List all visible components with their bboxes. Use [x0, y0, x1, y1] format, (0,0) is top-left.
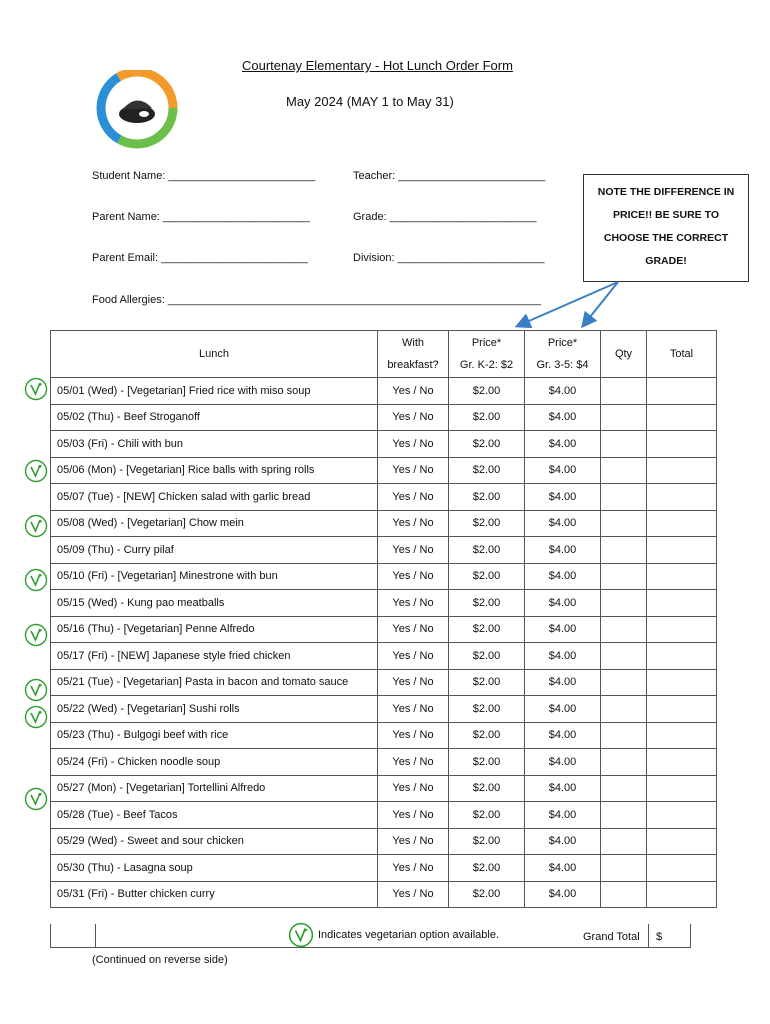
- price-k2-cell: $2.00: [449, 696, 525, 723]
- price-35-cell: $4.00: [525, 881, 601, 908]
- qty-cell[interactable]: [601, 643, 647, 670]
- table-row: [51, 616, 717, 643]
- qty-cell[interactable]: [601, 510, 647, 537]
- breakfast-cell[interactable]: Yes / No: [378, 590, 449, 617]
- col-lunch: Lunch: [51, 331, 378, 378]
- table-row: [51, 881, 717, 908]
- lunch-cell: 05/09 (Thu) - Curry pilaf: [51, 537, 378, 564]
- form-title: Courtenay Elementary - Hot Lunch Order Form: [242, 58, 513, 73]
- table-row: [51, 484, 717, 511]
- price-35-cell: $4.00: [525, 643, 601, 670]
- table-row: [51, 802, 717, 829]
- price-k2-cell: $2.00: [449, 881, 525, 908]
- teacher-field[interactable]: Teacher: ________________________: [353, 170, 546, 182]
- grand-total-value[interactable]: $: [656, 931, 663, 943]
- price-35-cell: $4.00: [525, 563, 601, 590]
- table-row: [51, 510, 717, 537]
- breakfast-cell[interactable]: Yes / No: [378, 722, 449, 749]
- qty-cell[interactable]: [601, 431, 647, 458]
- price-k2-cell: $2.00: [449, 749, 525, 776]
- food-allergies-field[interactable]: Food Allergies: _____________________________________________________________: [92, 294, 541, 306]
- price-35-cell: $4.00: [525, 378, 601, 405]
- vegetarian-icon: [24, 377, 48, 401]
- price-k2-cell: $2.00: [449, 802, 525, 829]
- table-row: [51, 590, 717, 617]
- qty-cell[interactable]: [601, 457, 647, 484]
- total-cell[interactable]: [647, 643, 717, 670]
- total-cell[interactable]: [647, 484, 717, 511]
- vegetarian-icon: [24, 705, 48, 729]
- total-cell[interactable]: [647, 457, 717, 484]
- breakfast-cell[interactable]: Yes / No: [378, 643, 449, 670]
- breakfast-cell[interactable]: Yes / No: [378, 828, 449, 855]
- table-row: [51, 828, 717, 855]
- breakfast-cell[interactable]: Yes / No: [378, 563, 449, 590]
- qty-cell[interactable]: [601, 590, 647, 617]
- price-k2-cell: $2.00: [449, 643, 525, 670]
- lunch-cell: 05/02 (Thu) - Beef Stroganoff: [51, 404, 378, 431]
- table-row: [51, 431, 717, 458]
- qty-cell[interactable]: [601, 881, 647, 908]
- total-cell[interactable]: [647, 537, 717, 564]
- total-cell[interactable]: [647, 802, 717, 829]
- breakfast-cell[interactable]: Yes / No: [378, 378, 449, 405]
- lunch-cell: 05/16 (Thu) - [Vegetarian] Penne Alfredo: [51, 616, 378, 643]
- form-subtitle: May 2024 (MAY 1 to May 31): [286, 94, 454, 109]
- price-35-cell: $4.00: [525, 802, 601, 829]
- price-35-cell: $4.00: [525, 855, 601, 882]
- price-note-box: [583, 174, 749, 282]
- col-k2-line2: Gr. K-2: $2: [459, 359, 514, 371]
- total-cell[interactable]: [647, 431, 717, 458]
- col-total: Total: [647, 331, 717, 378]
- price-35-cell: $4.00: [525, 431, 601, 458]
- total-cell[interactable]: [647, 378, 717, 405]
- price-35-cell: $4.00: [525, 749, 601, 776]
- table-row: [51, 855, 717, 882]
- lunch-cell: 05/28 (Tue) - Beef Tacos: [51, 802, 378, 829]
- price-k2-cell: $2.00: [449, 855, 525, 882]
- price-k2-cell: $2.00: [449, 431, 525, 458]
- table-row: [51, 643, 717, 670]
- qty-cell[interactable]: [601, 616, 647, 643]
- table-row: [51, 696, 717, 723]
- lunch-cell: 05/01 (Wed) - [Vegetarian] Fried rice with miso soup: [51, 378, 378, 405]
- total-cell[interactable]: [647, 696, 717, 723]
- price-k2-cell: $2.00: [449, 775, 525, 802]
- parent-email-field[interactable]: Parent Email: ________________________: [92, 252, 308, 264]
- price-k2-cell: $2.00: [449, 510, 525, 537]
- total-cell[interactable]: [647, 722, 717, 749]
- division-field[interactable]: Division: ________________________: [353, 252, 545, 264]
- qty-cell[interactable]: [601, 749, 647, 776]
- col-breakfast-line2: breakfast?: [387, 359, 439, 371]
- price-k2-cell: $2.00: [449, 404, 525, 431]
- table-row: [51, 537, 717, 564]
- breakfast-cell[interactable]: Yes / No: [378, 749, 449, 776]
- breakfast-cell[interactable]: Yes / No: [378, 431, 449, 458]
- total-cell[interactable]: [647, 616, 717, 643]
- lunch-cell: 05/07 (Tue) - [NEW] Chicken salad with garlic bread: [51, 484, 378, 511]
- lunch-cell: 05/15 (Wed) - Kung pao meatballs: [51, 590, 378, 617]
- lunch-cell: 05/08 (Wed) - [Vegetarian] Chow mein: [51, 510, 378, 537]
- total-cell[interactable]: [647, 749, 717, 776]
- price-k2-cell: $2.00: [449, 722, 525, 749]
- vegetarian-icon: [24, 787, 48, 811]
- lunch-cell: 05/22 (Wed) - [Vegetarian] Sushi rolls: [51, 696, 378, 723]
- breakfast-cell[interactable]: Yes / No: [378, 537, 449, 564]
- price-k2-cell: $2.00: [449, 457, 525, 484]
- total-cell[interactable]: [647, 404, 717, 431]
- lunch-cell: 05/17 (Fri) - [NEW] Japanese style fried chicken: [51, 643, 378, 670]
- col-35-line2: Gr. 3-5: $4: [536, 359, 589, 371]
- price-35-cell: $4.00: [525, 537, 601, 564]
- note-line: CHOOSE THE CORRECT: [603, 232, 729, 244]
- table-header-row: [51, 331, 717, 378]
- price-35-cell: $4.00: [525, 590, 601, 617]
- qty-cell[interactable]: [601, 722, 647, 749]
- lunch-order-table: [50, 330, 717, 908]
- qty-cell[interactable]: [601, 855, 647, 882]
- price-k2-cell: $2.00: [449, 484, 525, 511]
- total-cell[interactable]: [647, 563, 717, 590]
- price-35-cell: $4.00: [525, 722, 601, 749]
- table-row: [51, 775, 717, 802]
- lunch-cell: 05/23 (Thu) - Bulgogi beef with rice: [51, 722, 378, 749]
- vegetarian-icon: [24, 514, 48, 538]
- lunch-cell: 05/31 (Fri) - Butter chicken curry: [51, 881, 378, 908]
- breakfast-cell[interactable]: Yes / No: [378, 616, 449, 643]
- table-row: [51, 563, 717, 590]
- price-35-cell: $4.00: [525, 484, 601, 511]
- price-35-cell: $4.00: [525, 404, 601, 431]
- qty-cell[interactable]: [601, 563, 647, 590]
- note-line: GRADE!: [645, 255, 687, 267]
- col-qty: Qty: [601, 331, 647, 378]
- qty-cell[interactable]: [601, 378, 647, 405]
- table-row: [51, 404, 717, 431]
- qty-cell[interactable]: [601, 404, 647, 431]
- price-35-cell: $4.00: [525, 775, 601, 802]
- col-breakfast-line1: With: [402, 337, 424, 349]
- qty-cell[interactable]: [601, 484, 647, 511]
- qty-cell[interactable]: [601, 696, 647, 723]
- breakfast-cell[interactable]: Yes / No: [378, 696, 449, 723]
- breakfast-cell[interactable]: Yes / No: [378, 404, 449, 431]
- veg-legend: Indicates vegetarian option available.: [318, 929, 500, 941]
- note-line: NOTE THE DIFFERENCE IN: [597, 186, 735, 198]
- breakfast-cell[interactable]: Yes / No: [378, 855, 449, 882]
- table-row: [51, 669, 717, 696]
- price-35-cell: $4.00: [525, 616, 601, 643]
- breakfast-cell[interactable]: Yes / No: [378, 775, 449, 802]
- total-cell[interactable]: [647, 510, 717, 537]
- qty-cell[interactable]: [601, 669, 647, 696]
- school-logo-icon: [92, 70, 182, 150]
- note-arrows: [500, 272, 640, 334]
- price-35-cell: $4.00: [525, 457, 601, 484]
- grand-total-label: Grand Total: [583, 931, 640, 943]
- table-row: [51, 749, 717, 776]
- col-k2-line1: Price*: [471, 337, 502, 349]
- vegetarian-icon: [24, 678, 48, 702]
- price-k2-cell: $2.00: [449, 828, 525, 855]
- total-cell[interactable]: [647, 669, 717, 696]
- qty-cell[interactable]: [601, 828, 647, 855]
- total-cell[interactable]: [647, 881, 717, 908]
- continued-note: (Continued on reverse side): [92, 954, 228, 966]
- lunch-cell: 05/24 (Fri) - Chicken noodle soup: [51, 749, 378, 776]
- lunch-cell: 05/29 (Wed) - Sweet and sour chicken: [51, 828, 378, 855]
- vegetarian-icon: [24, 568, 48, 592]
- breakfast-cell[interactable]: Yes / No: [378, 802, 449, 829]
- vegetarian-icon: [24, 623, 48, 647]
- table-row: [51, 722, 717, 749]
- qty-cell[interactable]: [601, 802, 647, 829]
- price-35-cell: $4.00: [525, 828, 601, 855]
- col-price-k2: [449, 331, 525, 378]
- total-cell[interactable]: [647, 828, 717, 855]
- lunch-cell: 05/10 (Fri) - [Vegetarian] Minestrone with bun: [51, 563, 378, 590]
- price-k2-cell: $2.00: [449, 563, 525, 590]
- col-35-line1: Price*: [547, 337, 578, 349]
- price-35-cell: $4.00: [525, 696, 601, 723]
- qty-cell[interactable]: [601, 537, 647, 564]
- vegetarian-icon: [288, 922, 314, 948]
- breakfast-cell[interactable]: Yes / No: [378, 510, 449, 537]
- breakfast-cell[interactable]: Yes / No: [378, 669, 449, 696]
- parent-name-field[interactable]: Parent Name: ________________________: [92, 211, 310, 223]
- qty-cell[interactable]: [601, 775, 647, 802]
- total-cell[interactable]: [647, 775, 717, 802]
- price-35-cell: $4.00: [525, 669, 601, 696]
- col-price-35: [525, 331, 601, 378]
- lunch-cell: 05/27 (Mon) - [Vegetarian] Tortellini Alfredo: [51, 775, 378, 802]
- table-row: [51, 457, 717, 484]
- total-cell[interactable]: [647, 590, 717, 617]
- grade-field[interactable]: Grade: ________________________: [353, 211, 537, 223]
- price-k2-cell: $2.00: [449, 378, 525, 405]
- vegetarian-icon: [24, 459, 48, 483]
- lunch-cell: 05/21 (Tue) - [Vegetarian] Pasta in bacon and tomato sauce: [51, 669, 378, 696]
- lunch-cell: 05/03 (Fri) - Chili with bun: [51, 431, 378, 458]
- student-name-field[interactable]: Student Name: ________________________: [92, 170, 316, 182]
- price-k2-cell: $2.00: [449, 616, 525, 643]
- price-k2-cell: $2.00: [449, 537, 525, 564]
- breakfast-cell[interactable]: Yes / No: [378, 484, 449, 511]
- note-line: PRICE!! BE SURE TO: [613, 209, 719, 221]
- price-k2-cell: $2.00: [449, 590, 525, 617]
- lunch-cell: 05/30 (Thu) - Lasagna soup: [51, 855, 378, 882]
- lunch-cell: 05/06 (Mon) - [Vegetarian] Rice balls with spring rolls: [51, 457, 378, 484]
- table-row: [51, 378, 717, 405]
- total-cell[interactable]: [647, 855, 717, 882]
- price-35-cell: $4.00: [525, 510, 601, 537]
- price-k2-cell: $2.00: [449, 669, 525, 696]
- breakfast-cell[interactable]: Yes / No: [378, 881, 449, 908]
- col-breakfast: [378, 331, 449, 378]
- breakfast-cell[interactable]: Yes / No: [378, 457, 449, 484]
